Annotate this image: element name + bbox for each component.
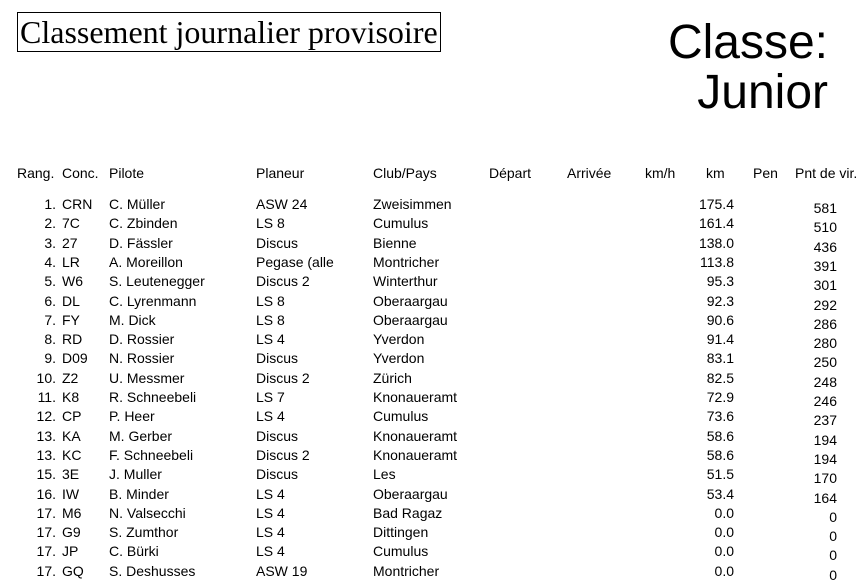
points-cell: 0 xyxy=(829,528,837,545)
table-row xyxy=(0,272,868,294)
glider-cell: LS 4 xyxy=(256,504,285,521)
table-row xyxy=(0,485,868,504)
distance-cell: 0.0 xyxy=(714,543,734,560)
distance-cell: 0.0 xyxy=(714,562,734,579)
competition-number-cell: W6 xyxy=(62,273,83,290)
pilot-cell: N. Valsecchi xyxy=(109,504,186,521)
points-cell: 164 xyxy=(813,489,837,506)
distance-cell: 53.4 xyxy=(706,485,734,502)
competition-number-cell: CP xyxy=(62,408,82,425)
points-cell: 170 xyxy=(813,470,837,487)
pilot-cell: M. Dick xyxy=(109,311,156,328)
glider-cell: Discus 2 xyxy=(256,446,310,463)
club-cell: Winterthur xyxy=(373,273,438,290)
pilot-cell: P. Heer xyxy=(109,408,155,425)
pilot-cell: N. Rossier xyxy=(109,350,175,367)
glider-cell: Discus 2 xyxy=(256,369,310,386)
points-cell: 246 xyxy=(813,393,837,409)
table-row xyxy=(0,330,868,352)
competition-number-cell: KA xyxy=(62,427,81,444)
table-row xyxy=(0,542,868,564)
competition-number-cell: KC xyxy=(62,446,82,463)
rank-cell: 3. xyxy=(44,234,56,251)
glider-cell: LS 4 xyxy=(256,331,285,348)
glider-cell: Discus 2 xyxy=(256,273,310,290)
pilot-cell: B. Minder xyxy=(109,485,169,502)
pilot-cell: D. Rossier xyxy=(109,331,175,348)
points-cell: 194 xyxy=(813,450,837,467)
table-row xyxy=(0,195,868,214)
rank-cell: 1. xyxy=(44,196,56,212)
distance-cell: 92.3 xyxy=(706,292,734,309)
pilot-cell: U. Messmer xyxy=(109,369,185,386)
glider-cell: Pegase (alle xyxy=(256,253,334,270)
glider-cell: ASW 19 xyxy=(256,562,308,579)
club-cell: Knonaueramt xyxy=(373,389,458,405)
pilot-cell: F. Schneebeli xyxy=(109,446,194,463)
points-cell: 237 xyxy=(813,412,837,429)
distance-cell: 0.0 xyxy=(714,524,734,541)
table-header xyxy=(0,164,868,183)
points-cell: 0 xyxy=(829,547,837,564)
club-cell: Zürich xyxy=(373,369,412,386)
header-km: km xyxy=(706,165,725,181)
glider-cell: LS 8 xyxy=(256,311,285,328)
club-cell: Oberaargau xyxy=(373,485,448,502)
competition-number-cell: M6 xyxy=(62,504,82,521)
club-cell: Oberaargau xyxy=(373,292,448,309)
glider-cell: LS 4 xyxy=(256,543,285,560)
distance-cell: 90.6 xyxy=(706,311,734,328)
competition-number-cell: GQ xyxy=(62,562,84,579)
rank-cell: 9. xyxy=(44,350,56,367)
distance-cell: 91.4 xyxy=(706,331,734,348)
club-cell: Knonaueramt xyxy=(373,446,458,463)
rank-cell: 16. xyxy=(36,485,56,502)
competition-number-cell: 3E xyxy=(62,466,80,483)
glider-cell: LS 4 xyxy=(256,408,285,425)
pilot-cell: D. Fässler xyxy=(109,234,173,251)
club-cell: Montricher xyxy=(373,253,440,270)
points-cell: 280 xyxy=(813,335,837,352)
header-kmh: km/h xyxy=(645,165,676,181)
rank-cell: 2. xyxy=(44,215,56,232)
points-cell: 391 xyxy=(813,257,837,274)
distance-cell: 95.3 xyxy=(706,273,734,290)
pilot-cell: S. Deshusses xyxy=(109,562,196,579)
header-rang: Rang. xyxy=(17,165,55,181)
competition-number-cell: 7C xyxy=(62,215,80,232)
pilot-cell: S. Leutenegger xyxy=(109,273,205,290)
club-cell: Yverdon xyxy=(373,331,425,348)
competition-number-cell: Z2 xyxy=(62,369,79,386)
distance-cell: 58.6 xyxy=(706,427,734,444)
table-row xyxy=(0,311,868,330)
points-cell: 0 xyxy=(829,508,837,525)
club-cell: Les xyxy=(373,466,396,483)
distance-cell: 72.9 xyxy=(706,389,734,405)
club-cell: Oberaargau xyxy=(373,311,448,328)
glider-cell: LS 7 xyxy=(256,389,285,405)
glider-cell: LS 4 xyxy=(256,524,285,541)
pilot-cell: M. Gerber xyxy=(109,427,173,444)
points-cell: 581 xyxy=(813,200,837,216)
points-cell: 301 xyxy=(813,277,837,294)
distance-cell: 175.4 xyxy=(698,196,734,212)
rank-cell: 6. xyxy=(44,292,56,309)
header-pilote: Pilote xyxy=(109,165,145,181)
rank-cell: 17. xyxy=(36,562,56,579)
distance-cell: 73.6 xyxy=(706,408,734,425)
competition-number-cell: K8 xyxy=(62,389,80,405)
rank-cell: 17. xyxy=(36,524,56,541)
class-label: Classe: xyxy=(667,16,828,69)
club-cell: Cumulus xyxy=(373,408,429,425)
header-arrivee: Arrivée xyxy=(567,165,612,181)
points-cell: 510 xyxy=(813,219,837,236)
table-row xyxy=(0,562,868,581)
pilot-cell: C. Müller xyxy=(109,196,166,212)
class-value: Junior xyxy=(697,66,828,119)
club-cell: Knonaueramt xyxy=(373,427,458,444)
rank-cell: 7. xyxy=(44,311,56,328)
glider-cell: Discus xyxy=(256,427,299,444)
rank-cell: 10. xyxy=(36,369,56,386)
rank-cell: 11. xyxy=(37,389,56,405)
points-cell: 286 xyxy=(813,315,837,332)
club-cell: Bienne xyxy=(373,234,417,251)
class-heading xyxy=(668,18,828,118)
pilot-cell: C. Zbinden xyxy=(109,215,178,232)
header-club: Club/Pays xyxy=(373,165,437,181)
glider-cell: ASW 24 xyxy=(256,196,308,212)
glider-cell: Discus xyxy=(256,350,299,367)
table-row xyxy=(0,465,868,487)
table-row xyxy=(0,523,868,545)
rank-cell: 12. xyxy=(36,408,56,425)
pilot-cell: R. Schneebeli xyxy=(109,389,197,405)
points-cell: 292 xyxy=(813,296,837,313)
table-row xyxy=(0,427,868,446)
points-cell: 436 xyxy=(813,238,837,255)
glider-cell: Discus xyxy=(256,234,299,251)
rank-cell: 4. xyxy=(44,253,56,270)
rank-cell: 8. xyxy=(44,331,56,348)
header-depart: Départ xyxy=(489,165,532,181)
distance-cell: 138.0 xyxy=(698,234,734,251)
pilot-cell: C. Lyrenmann xyxy=(109,292,197,309)
distance-cell: 0.0 xyxy=(714,504,734,521)
table-row xyxy=(0,234,868,253)
pilot-cell: A. Moreillon xyxy=(109,253,183,270)
points-cell: 0 xyxy=(829,566,837,583)
distance-cell: 113.8 xyxy=(700,253,734,270)
rank-cell: 15. xyxy=(36,466,56,483)
header-conc: Conc. xyxy=(62,165,99,181)
competition-number-cell: 27 xyxy=(62,234,78,251)
distance-cell: 161.4 xyxy=(698,215,734,232)
table-row xyxy=(0,214,868,236)
header-pen: Pen xyxy=(753,165,778,181)
points-cell: 194 xyxy=(813,431,837,448)
competition-number-cell: DL xyxy=(62,292,80,309)
table-row xyxy=(0,407,868,429)
table-row xyxy=(0,504,868,523)
competition-number-cell: RD xyxy=(62,331,83,348)
header-pnt: Pnt de vir. xyxy=(795,165,858,181)
rank-cell: 17. xyxy=(36,504,56,521)
page-title: Classement journalier provisoire xyxy=(17,12,441,52)
table-row xyxy=(0,369,868,388)
distance-cell: 51.5 xyxy=(706,466,734,483)
distance-cell: 83.1 xyxy=(706,350,734,367)
club-cell: Dittingen xyxy=(373,524,429,541)
club-cell: Cumulus xyxy=(373,215,429,232)
competition-number-cell: LR xyxy=(62,253,80,270)
rank-cell: 13. xyxy=(36,427,56,444)
club-cell: Zweisimmen xyxy=(373,196,452,212)
points-cell: 250 xyxy=(813,354,837,371)
competition-number-cell: IW xyxy=(62,485,80,502)
table-row xyxy=(0,292,868,311)
table-row xyxy=(0,446,868,465)
table-row xyxy=(0,349,868,371)
glider-cell: LS 8 xyxy=(256,292,285,309)
club-cell: Bad Ragaz xyxy=(373,504,443,521)
competition-number-cell: CRN xyxy=(62,196,93,212)
distance-cell: 58.6 xyxy=(706,446,734,463)
rank-cell: 5. xyxy=(44,273,56,290)
glider-cell: LS 4 xyxy=(256,485,285,502)
pilot-cell: J. Muller xyxy=(109,466,162,483)
club-cell: Cumulus xyxy=(373,543,429,560)
competition-number-cell: G9 xyxy=(62,524,81,541)
competition-number-cell: FY xyxy=(62,311,80,328)
pilot-cell: S. Zumthor xyxy=(109,524,179,541)
competition-number-cell: JP xyxy=(62,543,79,560)
rank-cell: 13. xyxy=(36,446,56,463)
points-cell: 248 xyxy=(813,373,837,390)
table-row xyxy=(0,388,868,407)
pilot-cell: C. Bürki xyxy=(109,543,159,560)
glider-cell: LS 8 xyxy=(256,215,285,232)
competition-number-cell: D09 xyxy=(62,350,88,367)
header-planeur: Planeur xyxy=(256,165,305,181)
club-cell: Yverdon xyxy=(373,350,425,367)
rank-cell: 17. xyxy=(36,543,56,560)
distance-cell: 82.5 xyxy=(706,369,734,386)
glider-cell: Discus xyxy=(256,466,299,483)
table-row xyxy=(0,253,868,272)
club-cell: Montricher xyxy=(373,562,440,579)
